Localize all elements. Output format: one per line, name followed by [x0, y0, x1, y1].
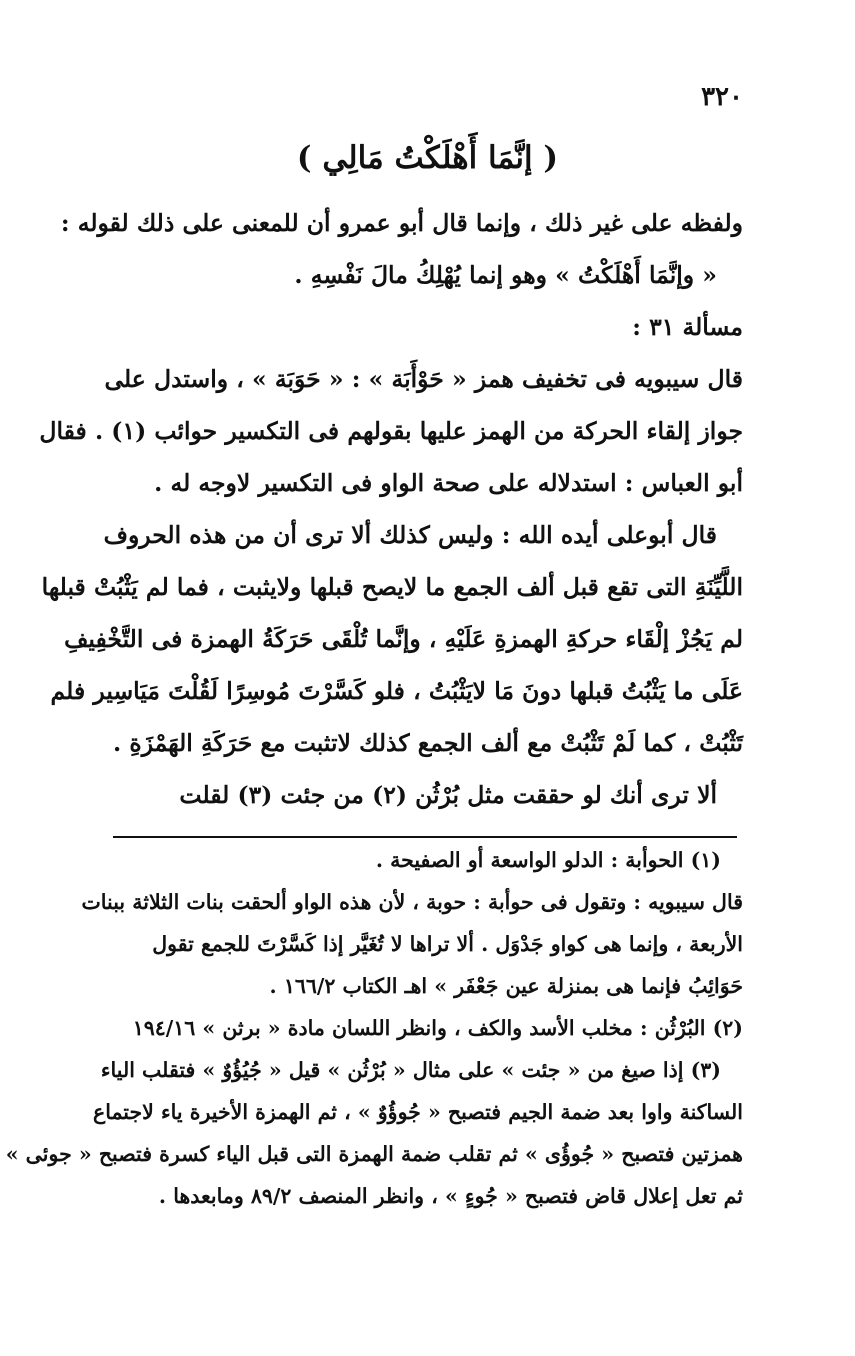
footnote-line: (٢) البُرْثُن : مخلب الأسد والكف ، وانظر اللسان مادة « برثن » ١٩٤/١٦	[132, 1016, 743, 1040]
footnote-divider	[113, 836, 737, 838]
text-line: ولفظه على غير ذلك ، وإنما قال أبو عمرو أن للمعنى على ذلك لقوله :	[60, 209, 743, 237]
text-line: قال سيبويه فى تخفيف همز « حَوْأَبَة » : « حَوَبَة » ، واستدل على	[104, 365, 743, 393]
footnote-line: قال سيبويه : وتقول فى حوأبة : حوبة ، لأن هذه الواو ألحقت بنات الثلاثة ببنات	[81, 890, 743, 914]
question-title: مسألة ٣١ :	[632, 313, 743, 341]
text-line: أبو العباس : استدلاله على صحة الواو فى التكسير لاوجه له .	[154, 469, 743, 497]
footnotes	[5, 845, 743, 1223]
footnote-line: ثم تعل إعلال قاض فتصبح « جُوءٍ » ، وانظر المنصف ٨٩/٢ ومابعدها .	[158, 1184, 743, 1208]
footnote-line: الساكنة واوا بعد ضمة الجيم فتصبح « جُوؤُوٌ » ، ثم الهمزة الأخيرة ياء لاجتماع	[92, 1100, 743, 1124]
text-line: ألا ترى أنك لو حققت مثل بُرْثُن (٢) من جئت (٣) لقلت	[179, 781, 717, 809]
footnote-line: (١) الحوأبة : الدلو الواسعة أو الصفيحة .	[375, 848, 721, 872]
section-heading: ( إنَّمَا أَهْلَكْتُ مَالِي )	[296, 140, 559, 176]
footnote-line: حَوَائِبُ فإنما هى بمنزلة عين جَعْفَر » اهـ الكتاب ١٦٦/٢ .	[269, 974, 743, 998]
footnote-line: (٣) إذا صيغ من « جئت » على مثال « بُرْثُن » قيل « جُيُؤُوٌ » فتقلب الياء	[100, 1058, 721, 1082]
footnote-line: همزتين فتصبح « جُوؤُى » ثم تقلب ضمة الهمزة التى قبل الياء كسرة فتصبح « جوئى »	[5, 1142, 743, 1166]
main-text	[39, 206, 743, 830]
footnote-line: الأربعة ، وإنما هى كواو جَدْوَل . ألا تراها لا تُغَيَّر إذا كَسَّرْتَ للجمع تقول	[152, 932, 743, 956]
text-line: تَثْبُتْ ، كما لَمْ تَثْبُتْ مع ألف الجمع كذلك لاتثبت مع حَرَكَةِ الهَمْزَةِ .	[113, 729, 743, 757]
text-line: لم يَجُزْ إلْقَاء حركةِ الهمزةِ عَلَيْهِ ، وإنَّما تُلْقَى حَرَكَةُ الهمزة فى التَّخْفِيفِ	[64, 625, 743, 653]
page-number: ٣٢٠	[701, 82, 743, 112]
text-line: قال أبوعلى أيده الله : وليس كذلك ألا ترى أن من هذه الحروف	[103, 521, 717, 549]
text-line: عَلَى ما يَثْبُتُ قبلها دونَ مَا لايَثْبُتُ ، فلو كَسَّرْتَ مُوسِرًا لَقُلْتَ مَيَاسِير فلم	[50, 677, 743, 705]
text-line: اللَّيِّنَةِ التى تقع قبل ألف الجمع ما لايصح قبلها ولايثبت ، فما لم يَثْبُتْ قبلها	[41, 573, 743, 601]
text-line: « وإنَّمَا أَهْلَكْتُ » وهو إنما يُهْلِكُ مالَ نَفْسِهِ .	[294, 261, 717, 289]
text-line: جواز إلقاء الحركة من الهمز عليها بقولهم فى التكسير حوائب (١) . فقال	[39, 417, 743, 445]
